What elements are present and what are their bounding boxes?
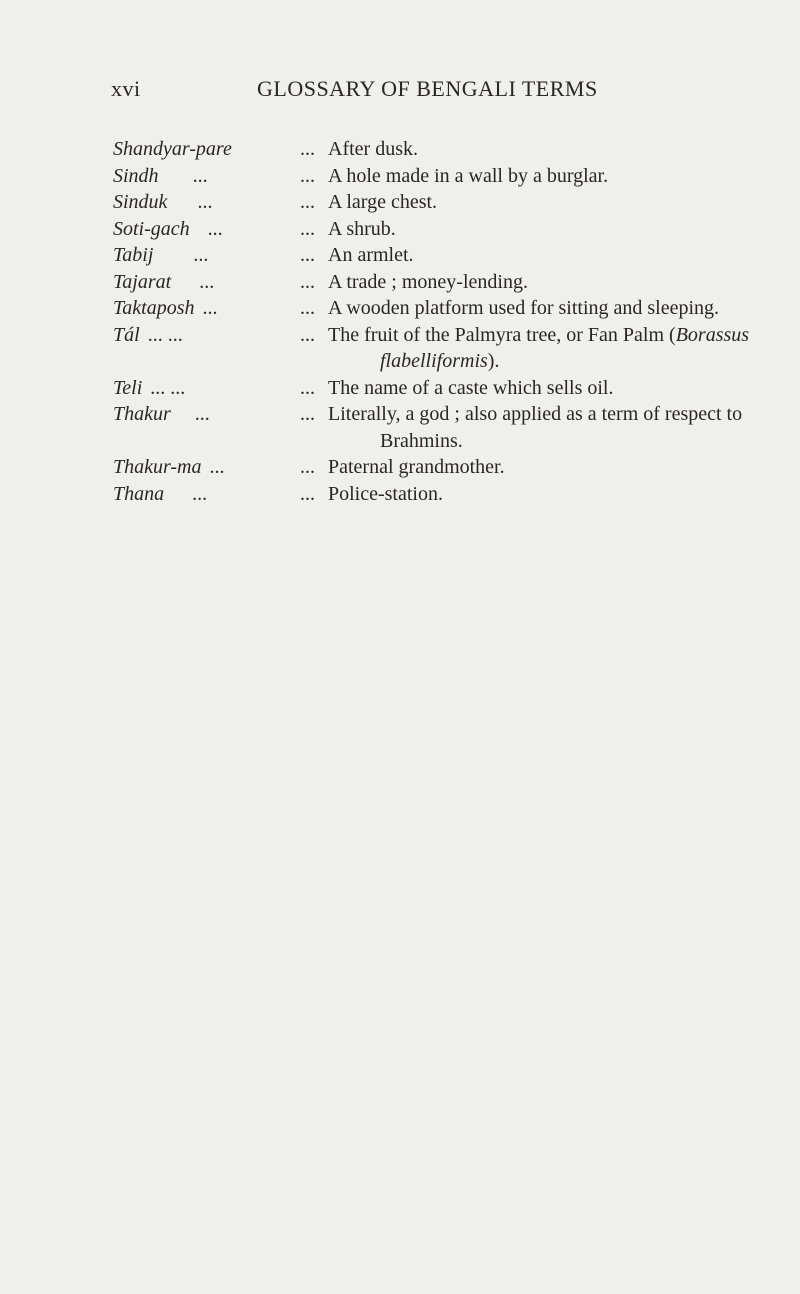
glossary-definition: A trade ; money-lending.: [328, 270, 528, 293]
glossary-entry: [113, 163, 753, 190]
leader-dots: ...: [300, 323, 315, 346]
glossary-entry: [113, 375, 753, 402]
glossary-entry: [113, 295, 753, 322]
glossary-term: Soti-gach ...: [113, 217, 223, 240]
leader-dots: ...: [300, 376, 315, 399]
glossary-term: Sindh ...: [113, 164, 208, 187]
leader-dots: ...: [300, 482, 315, 505]
glossary-term: Tál ... ...: [113, 323, 183, 346]
glossary-definition: Police-station.: [328, 482, 443, 505]
leader-dots: ...: [300, 217, 315, 240]
glossary-list: [113, 136, 753, 507]
glossary-entry: [113, 136, 753, 163]
glossary-entry: [113, 322, 753, 375]
leader-dots: ...: [300, 191, 315, 213]
glossary-definition: A hole made in a wall by a burglar.: [328, 164, 609, 187]
leader-dots: ...: [300, 403, 315, 425]
glossary-entry: [113, 269, 753, 296]
leader-dots: ...: [300, 297, 315, 319]
glossary-definition: A shrub.: [328, 217, 396, 240]
glossary-definition: Literally, a god ; also applied as a term of respect to Brahmins.: [328, 403, 743, 452]
glossary-definition: The fruit of the Palmyra tree, or Fan Palm (Borassus flabelliformis).: [328, 323, 750, 372]
leader-dots: ...: [300, 164, 315, 187]
glossary-term: Thakur-ma ...: [113, 456, 225, 478]
page-number: xvi: [111, 76, 141, 101]
glossary-term: Taktaposh ...: [113, 297, 218, 319]
glossary-definition: An armlet.: [328, 244, 414, 266]
leader-dots: ...: [300, 270, 315, 293]
glossary-entry: [113, 242, 753, 269]
glossary-definition: Paternal grandmother.: [328, 456, 505, 478]
leader-dots: ...: [300, 138, 315, 160]
glossary-term: Thakur ...: [113, 403, 210, 425]
running-title: GLOSSARY OF BENGALI TERMS: [257, 76, 598, 101]
page-header: [111, 76, 611, 106]
glossary-term: Teli ... ...: [113, 376, 186, 399]
leader-dots: ...: [300, 244, 315, 266]
glossary-entry: [113, 189, 753, 216]
glossary-definition: A large chest.: [328, 191, 438, 213]
glossary-entry: [113, 216, 753, 243]
glossary-term: Sinduk ...: [113, 191, 213, 213]
leader-dots: ...: [300, 456, 315, 478]
glossary-definition: A wooden platform used for sitting and sleeping.: [328, 297, 720, 319]
glossary-definition: After dusk.: [328, 138, 418, 160]
glossary-term: Tabij ...: [113, 244, 209, 266]
glossary-entry: [113, 481, 753, 508]
glossary-entry: [113, 401, 753, 454]
glossary-term: Tajarat ...: [113, 270, 215, 293]
glossary-term: Shandyar-pare: [113, 138, 232, 160]
glossary-term: Thana ...: [113, 482, 208, 505]
glossary-definition: The name of a caste which sells oil.: [328, 376, 614, 399]
glossary-entry: [113, 454, 753, 481]
scientific-name: Borassus flabelliformis: [380, 323, 750, 372]
